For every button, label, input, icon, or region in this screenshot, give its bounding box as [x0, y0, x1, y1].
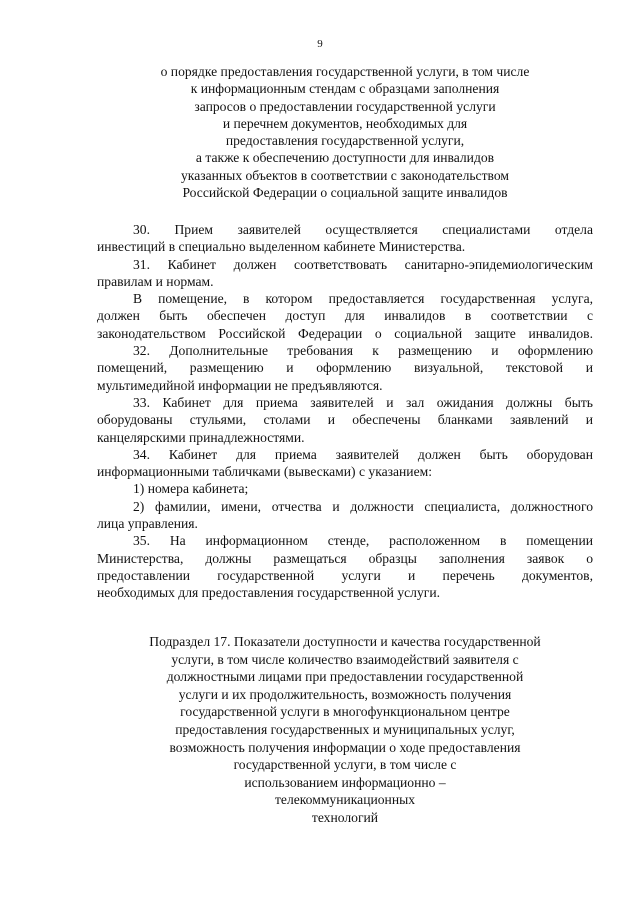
text-line: 35. На информационном стенде, расположенном в помещении [133, 533, 593, 549]
text-line: 1) номера кабинета; [133, 481, 249, 497]
subsection-17-heading [90, 633, 600, 827]
text-line: 33. Кабинет для приема заявителей и зал ожидания должны быть [133, 394, 593, 410]
text-line: 2) фамилии, имени, отчества и должности специалиста, должностного [133, 498, 593, 514]
list-item-room-number [97, 480, 593, 497]
body-text [97, 221, 593, 602]
paragraph-30 [97, 221, 593, 256]
heading-line: предоставления государственной услуги, [225, 133, 465, 149]
heading-line: предоставления государственных и муниципальных услуг, [175, 721, 515, 737]
heading-line: а также к обеспечению доступности для инвалидов [195, 150, 495, 166]
text-line: правилам и нормам. [97, 273, 214, 289]
heading-line: услуги и их продолжительность, возможность получения [178, 686, 512, 702]
text-line: инвестиций в специально выделенном кабинете Министерства. [97, 239, 466, 255]
text-line: мультимедийной информации не предъявляются. [97, 377, 383, 393]
heading-line: возможность получения информации о ходе предоставления [169, 739, 521, 755]
text-line: Министерства, должны размещаться образцы заполнения заявок о [97, 550, 593, 566]
paragraph-33 [97, 394, 593, 446]
text-line: законодательством Российской Федерации о социальной защите инвалидов. [97, 325, 593, 341]
paragraph-accessibility [97, 290, 593, 342]
page-number: 9 [317, 38, 323, 50]
text-line: В помещение, в котором предоставляется государственная услуга, [133, 291, 593, 307]
text-line: должен быть обеспечен доступ для инвалидов в соответствии с [97, 308, 593, 324]
text-line: оборудованы стульями, столами и обеспечены бланками заявлений и [97, 412, 593, 428]
text-line: 31. Кабинет должен соответствовать санитарно-эпидемиологическим [133, 256, 593, 272]
text-line: лица управления. [97, 516, 198, 532]
subsection-requirements-heading [90, 63, 600, 201]
paragraph-32 [97, 342, 593, 394]
heading-line: Российской Федерации о социальной защите инвалидов [182, 185, 508, 201]
text-line: информационными табличками (вывесками) с указанием: [97, 464, 432, 480]
heading-line: Подраздел 17. Показатели доступности и качества государственной [149, 634, 541, 649]
heading-line: указанных объектов в соответствии с законодательством [181, 167, 509, 183]
heading-line: государственной услуги в многофункциональном центре [180, 704, 510, 720]
heading-line: технологий [311, 809, 379, 825]
text-line: предоставлении государственной услуги и перечень документов, [97, 567, 593, 583]
heading-line: и перечнем документов, необходимых для [222, 115, 468, 131]
text-line: канцелярскими принадлежностями. [97, 429, 305, 445]
heading-line: к информационным стендам с образцами заполнения [190, 81, 500, 97]
text-line: 30. Прием заявителей осуществляется специалистами отдела [133, 222, 593, 237]
paragraph-35 [97, 532, 593, 601]
list-item-specialist-name [97, 498, 593, 533]
text-line: 34. Кабинет для приема заявителей должен быть оборудован [133, 446, 593, 462]
heading-line: государственной услуги, в том числе с [233, 757, 457, 773]
paragraph-31 [97, 256, 593, 291]
heading-line: о порядке предоставления государственной услуги, в том числе [160, 64, 530, 79]
heading-line: запросов о предоставлении государственной услуги [194, 98, 496, 114]
heading-line: услуги, в том числе количество взаимодействий заявителя с [171, 651, 519, 667]
heading-line: должностными лицами при предоставлении государственной [166, 669, 524, 685]
heading-line: использованием информационно – [244, 774, 446, 790]
text-line: необходимых для предоставления государственной услуги. [97, 585, 441, 601]
heading-line: телекоммуникационных [274, 792, 416, 808]
text-line: 32. Дополнительные требования к размещению и оформлению [133, 343, 593, 359]
text-line: помещений, размещению и оформлению визуальной, текстовой и [97, 360, 593, 376]
paragraph-34 [97, 446, 593, 481]
